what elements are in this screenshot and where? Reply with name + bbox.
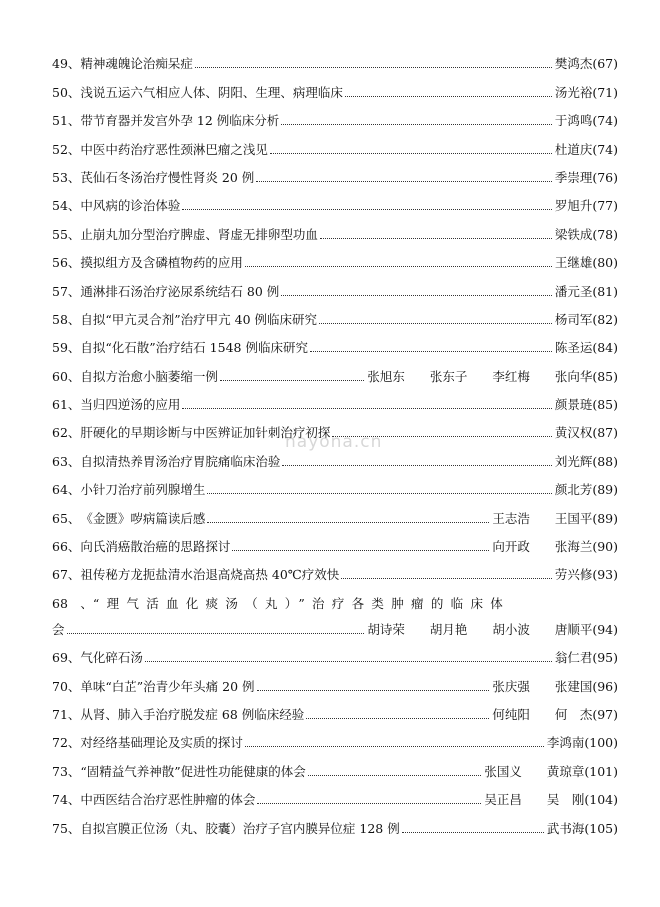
toc-entry[interactable] xyxy=(52,470,618,498)
entry-number: 52、 xyxy=(52,141,81,157)
dot-leader xyxy=(232,550,489,551)
toc-entry[interactable] xyxy=(52,186,618,214)
entry-page-number: (89) xyxy=(592,510,618,526)
entry-page-number: (74) xyxy=(592,113,618,129)
entry-page-number: (105) xyxy=(584,820,618,836)
entry-title: 浅说五运六气相应人体、阴阳、生理、病理临床 xyxy=(80,84,343,100)
dot-leader xyxy=(402,832,544,833)
dot-leader xyxy=(281,124,552,125)
entry-title: “理气活血化痰汤（丸）”治疗各类肿瘤的临床体 xyxy=(92,595,511,611)
dot-leader xyxy=(345,96,552,97)
entry-page-number: (88) xyxy=(592,453,618,469)
entry-page-number: (81) xyxy=(592,283,618,299)
entry-title: 向氏消癌散治癌的思路探讨 xyxy=(80,539,231,555)
dot-leader xyxy=(281,295,552,296)
entry-page-number: (97) xyxy=(592,706,618,722)
entry-authors: 季崇理 xyxy=(554,169,593,185)
toc-entry[interactable] xyxy=(52,271,618,299)
entry-authors: 颜北芳 xyxy=(554,482,593,498)
entry-page-number: (90) xyxy=(592,539,618,555)
entry-page-number: (85) xyxy=(592,368,618,384)
entry-title: 自拟“甲亢灵合剂”治疗甲亢 40 例临床研究 xyxy=(80,311,318,327)
entry-title: 自拟“化石散”治疗结石 1548 例临床研究 xyxy=(80,340,308,356)
entry-title: 中西医结合治疗恶性肿瘤的体会 xyxy=(80,792,256,808)
entry-authors: 劳兴修 xyxy=(554,567,593,583)
entry-number: 51、 xyxy=(52,113,81,129)
entry-page-number: (94) xyxy=(592,621,618,637)
entry-number: 59、 xyxy=(52,340,81,356)
entry-authors: 翁仁君 xyxy=(554,650,593,666)
dot-leader xyxy=(257,803,481,804)
toc-entry[interactable] xyxy=(52,158,618,186)
entry-title: 小针刀治疗前列腺增生 xyxy=(80,482,206,498)
entry-authors: 王志浩 王国平 xyxy=(492,510,593,526)
toc-entry[interactable] xyxy=(52,751,618,779)
entry-authors: 颜景琏 xyxy=(554,397,593,413)
entry-authors: 向开政 张海兰 xyxy=(492,539,593,555)
dot-leader xyxy=(310,351,552,352)
entry-number: 64、 xyxy=(52,482,81,498)
entry-number: 70、 xyxy=(52,678,81,694)
entry-number: 71、 xyxy=(52,706,81,722)
dot-leader xyxy=(195,67,552,68)
entry-authors: 武书海 xyxy=(546,820,585,836)
entry-authors: 杜道庆 xyxy=(554,141,593,157)
dot-leader xyxy=(308,775,482,776)
entry-number: 60、 xyxy=(52,368,81,384)
entry-title: 气化碎石汤 xyxy=(80,650,143,666)
entry-authors: 李鸿南 xyxy=(546,735,585,751)
dot-leader xyxy=(245,746,544,747)
dot-leader xyxy=(67,633,365,634)
entry-title: 中风病的诊治体验 xyxy=(80,198,181,214)
toc-entry[interactable] xyxy=(52,101,618,129)
entry-number: 74、 xyxy=(52,792,81,808)
toc-entry[interactable] xyxy=(52,498,618,526)
dot-leader xyxy=(207,493,551,494)
entry-title: 通淋排石汤治疗泌尿系统结石 80 例 xyxy=(80,283,280,299)
toc-entry[interactable] xyxy=(52,780,618,808)
toc-entry[interactable] xyxy=(52,638,618,666)
dot-leader xyxy=(282,465,551,466)
toc-entry[interactable] xyxy=(52,385,618,413)
entry-authors: 樊鸿杰 xyxy=(554,56,593,72)
entry-authors: 陈圣运 xyxy=(554,340,593,356)
toc-entry[interactable] xyxy=(52,356,618,384)
entry-number: 56、 xyxy=(52,255,81,271)
dot-leader xyxy=(245,266,552,267)
entry-number: 75、 xyxy=(52,820,81,836)
entry-page-number: (74) xyxy=(592,141,618,157)
entry-page-number: (95) xyxy=(592,650,618,666)
entry-authors: 刘光辉 xyxy=(554,453,593,469)
entry-title: 对经络基础理论及实质的探讨 xyxy=(80,735,243,751)
entry-number: 69、 xyxy=(52,650,81,666)
entry-authors: 张国义 黄琼章 xyxy=(484,763,585,779)
entry-authors: 罗旭升 xyxy=(554,198,593,214)
dot-leader xyxy=(319,323,552,324)
toc-entry[interactable] xyxy=(52,72,618,100)
toc-entry[interactable] xyxy=(52,214,618,242)
dot-leader xyxy=(256,181,552,182)
entry-page-number: (67) xyxy=(592,56,618,72)
toc-entry[interactable] xyxy=(52,129,618,157)
toc-entry[interactable] xyxy=(52,583,618,611)
entry-page-number: (96) xyxy=(592,678,618,694)
entry-title: 当归四逆汤的应用 xyxy=(80,397,181,413)
entry-page-number: (84) xyxy=(592,340,618,356)
entry-page-number: (71) xyxy=(592,84,618,100)
entry-title: “固精益气养神散”促进性功能健康的体会 xyxy=(80,763,306,779)
toc-entry[interactable] xyxy=(52,328,618,356)
entry-page-number: (100) xyxy=(584,735,618,751)
entry-title: 会 xyxy=(52,621,65,637)
entry-authors: 张旭东 张东子 李红梅 张向华 xyxy=(367,368,593,384)
entry-number: 54、 xyxy=(52,198,81,214)
entry-number: 68 、 xyxy=(52,595,93,611)
entry-title: 芪仙石冬汤治疗慢性肾炎 20 例 xyxy=(80,169,255,185)
dot-leader xyxy=(306,718,489,719)
toc-entry[interactable] xyxy=(52,695,618,723)
entry-number: 73、 xyxy=(52,763,81,779)
entry-authors: 黄汉权 xyxy=(554,425,593,441)
entry-title: 摸拟组方及含磷植物药的应用 xyxy=(80,255,243,271)
dot-leader xyxy=(257,690,490,691)
entry-number: 65、 xyxy=(52,510,81,526)
entry-number: 66、 xyxy=(52,539,81,555)
entry-authors: 潘元圣 xyxy=(554,283,593,299)
entry-title: 自拟宫膜正位汤（丸、胶囊）治疗子宫内膜异位症 128 例 xyxy=(80,820,400,836)
entry-title: 祖传秘方龙扼盐清水治退高烧高热 40℃疗效快 xyxy=(80,567,340,583)
entry-number: 63、 xyxy=(52,453,81,469)
entry-page-number: (77) xyxy=(592,198,618,214)
entry-number: 55、 xyxy=(52,226,81,242)
entry-authors: 王继雄 xyxy=(554,255,593,271)
dot-leader xyxy=(182,408,551,409)
toc-entry[interactable] xyxy=(52,300,618,328)
entry-page-number: (87) xyxy=(592,425,618,441)
entry-authors: 汤光裕 xyxy=(554,84,593,100)
toc-entry[interactable] xyxy=(52,808,618,836)
toc-entry[interactable] xyxy=(52,612,618,638)
toc-entry[interactable] xyxy=(52,44,618,72)
entry-title: 自拟方治愈小脑萎缩一例 xyxy=(80,368,218,384)
entry-title: 肝硬化的早期诊断与中医辨证加针刺治疗初探 xyxy=(80,425,331,441)
entry-number: 62、 xyxy=(52,425,81,441)
entry-page-number: (76) xyxy=(592,169,618,185)
toc-entry[interactable] xyxy=(52,555,618,583)
entry-title: 单味“白芷”治青少年头痛 20 例 xyxy=(80,678,255,694)
entry-number: 53、 xyxy=(52,169,81,185)
dot-leader xyxy=(145,661,552,662)
entry-authors: 杨司军 xyxy=(554,311,593,327)
entry-page-number: (89) xyxy=(592,482,618,498)
entry-number: 57、 xyxy=(52,283,81,299)
dot-leader xyxy=(220,380,364,381)
dot-leader xyxy=(207,522,489,523)
entry-number: 50、 xyxy=(52,84,81,100)
entry-page-number: (80) xyxy=(592,255,618,271)
entry-page-number: (101) xyxy=(584,763,618,779)
entry-title: 《金匮》哕病篇读后感 xyxy=(80,510,206,526)
entry-title: 带节育器并发宫外孕 12 例临床分析 xyxy=(80,113,280,129)
entry-title: 从肾、肺入手治疗脱发症 68 例临床经验 xyxy=(80,706,305,722)
entry-page-number: (78) xyxy=(592,226,618,242)
entry-authors: 梁铁成 xyxy=(554,226,593,242)
toc-entry[interactable] xyxy=(52,723,618,751)
entry-title: 中医中药治疗恶性颈淋巴瘤之浅见 xyxy=(80,141,268,157)
entry-number: 49、 xyxy=(52,56,81,72)
entry-page-number: (85) xyxy=(592,397,618,413)
dot-leader xyxy=(320,238,552,239)
entry-number: 61、 xyxy=(52,397,81,413)
toc-entry[interactable] xyxy=(52,666,618,694)
entry-title: 精神魂魄论治痴呆症 xyxy=(80,56,193,72)
entry-title: 自拟清热养胃汤治疗胃脘痛临床治验 xyxy=(80,453,281,469)
toc-entry[interactable] xyxy=(52,243,618,271)
dot-leader xyxy=(270,153,552,154)
dot-leader xyxy=(341,578,552,579)
entry-authors: 何纯阳 何 杰 xyxy=(492,706,593,722)
entry-page-number: (93) xyxy=(592,567,618,583)
entry-number: 67、 xyxy=(52,567,81,583)
entry-page-number: (104) xyxy=(584,792,618,808)
dot-leader xyxy=(182,209,551,210)
entry-number: 72、 xyxy=(52,735,81,751)
entry-title: 止崩丸加分型治疗脾虚、肾虚无排卵型功血 xyxy=(80,226,318,242)
toc-entry[interactable] xyxy=(52,527,618,555)
entry-page-number: (82) xyxy=(592,311,618,327)
entry-authors: 吴正昌 吴 刚 xyxy=(484,792,585,808)
watermark: nayona.cn xyxy=(285,432,383,452)
entry-number: 58、 xyxy=(52,311,81,327)
entry-authors: 胡诗荣 胡月艳 胡小波 唐顺平 xyxy=(367,621,593,637)
entry-authors: 张庆强 张建国 xyxy=(492,678,593,694)
entry-authors: 于鸿鸣 xyxy=(554,113,593,129)
